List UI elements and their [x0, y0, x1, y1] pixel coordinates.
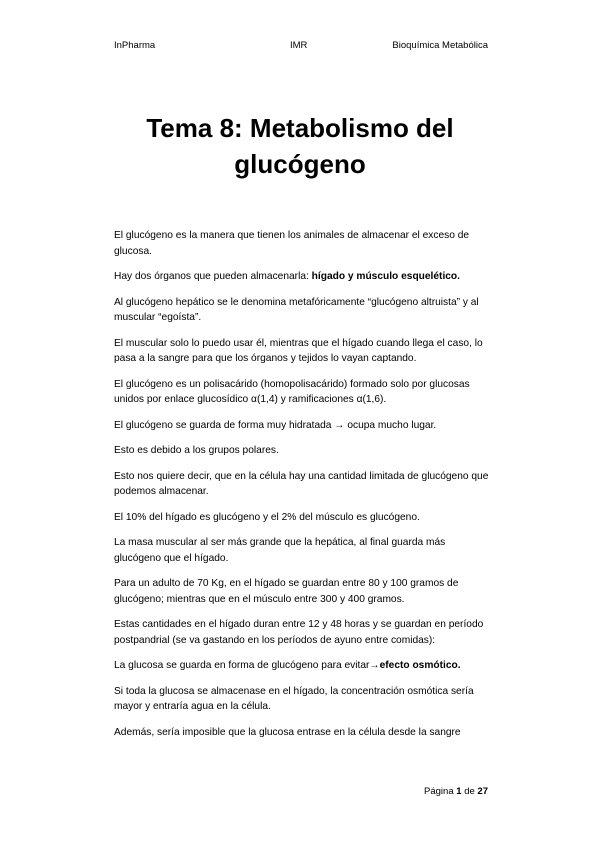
paragraph-9: El 10% del hígado es glucógeno y el 2% del músculo es glucógeno.	[114, 511, 420, 523]
paragraph-13-bold: efecto osmótico.	[379, 660, 461, 671]
paragraph-6: El glucógeno se guarda de forma muy hidratada → ocupa mucho lugar.	[114, 419, 437, 431]
footer-total-pages: 27	[477, 786, 488, 797]
page-header	[114, 40, 488, 54]
paragraph-4: El muscular solo lo puedo usar él, mientras que el hígado cuando llega el caso, lo pasa a la sangre para que los órganos y tejidos lo vayan captando.	[114, 337, 483, 364]
body-text	[114, 228, 492, 750]
header-right: Bioquímica Metabólica	[392, 40, 488, 51]
paragraph-15: Además, sería imposible que la glucosa entrase en la célula desde la sangre	[114, 726, 461, 738]
page-title	[60, 110, 540, 182]
paragraph-2-text: Hay dos órganos que pueden almacenarla:	[114, 271, 312, 282]
page-footer	[424, 786, 488, 797]
paragraph-14: Si toda la glucosa se almacenase en el hígado, la concentración osmótica sería mayor y entraría agua en la célula.	[114, 685, 474, 712]
paragraph-2	[114, 269, 492, 285]
footer-separator: de	[464, 786, 475, 797]
paragraph-13	[114, 658, 492, 674]
title-line-2: glucógeno	[234, 149, 366, 179]
paragraph-13-text: La glucosa se guarda en forma de glucógeno para evitar→	[114, 660, 380, 671]
paragraph-8: Esto nos quiere decir, que en la célula hay una cantidad limitada de glucógeno que podemos almacenar.	[114, 470, 489, 497]
paragraph-12: Estas cantidades en el hígado duran entre 12 y 48 horas y se guardan en período postpandrial (se va gastando en los períodos de ayuno entre comidas):	[114, 619, 484, 646]
footer-label: Página	[424, 786, 454, 797]
paragraph-10: La masa muscular al ser más grande que la hepática, al final guarda más glucógeno que el hígado.	[114, 537, 446, 564]
header-center: IMR	[290, 40, 308, 51]
paragraph-1: El glucógeno es la manera que tienen los animales de almacenar el exceso de glucosa.	[114, 230, 470, 257]
paragraph-2-bold: hígado y músculo esquelético.	[311, 271, 460, 282]
paragraph-5: El glucógeno es un polisacárido (homopolisacárido) formado solo por glucosas unidos por enlace glucosídico α(1,4) y ramificaciones α(1,6).	[114, 378, 470, 405]
header-left: InPharma	[114, 40, 156, 51]
paragraph-3: Al glucógeno hepático se le denomina metafóricamente “glucógeno altruista” y al muscular “egoísta”.	[114, 296, 479, 323]
paragraph-7: Esto es debido a los grupos polares.	[114, 445, 279, 456]
paragraph-11: Para un adulto de 70 Kg, en el hígado se guardan entre 80 y 100 gramos de glucógeno; mientras que en el músculo entre 300 y 400 gramos.	[114, 578, 459, 605]
footer-current-page: 1	[456, 786, 462, 797]
title-line-1: Tema 8: Metabolismo del	[146, 113, 454, 143]
